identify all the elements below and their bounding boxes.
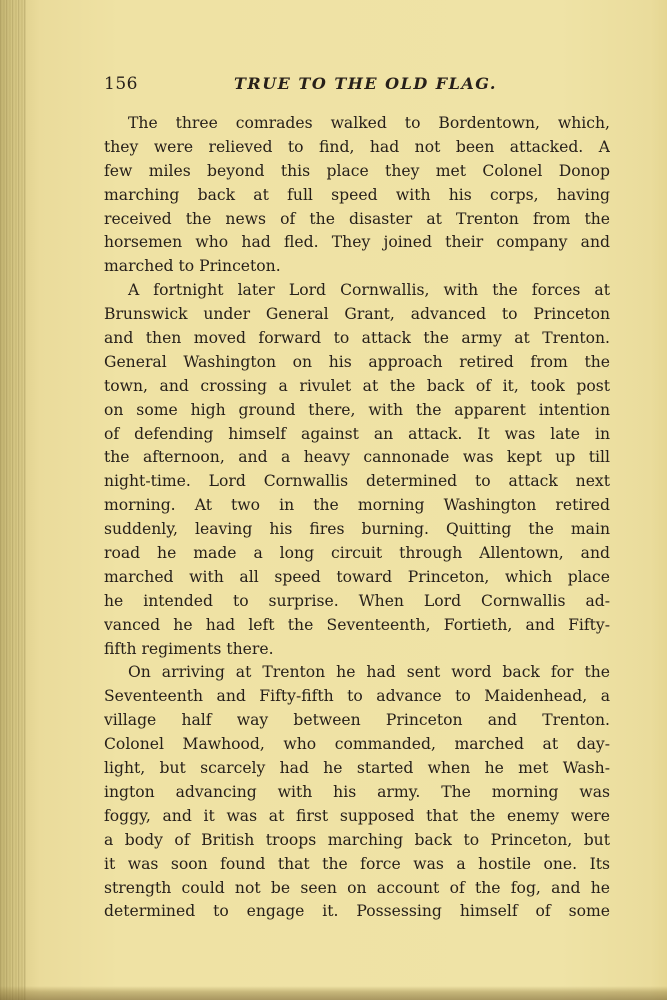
text-line: a body of British troops marching back to Princeton, but bbox=[104, 830, 610, 849]
text-line: town, and crossing a rivulet at the back of it, took post bbox=[104, 376, 610, 395]
text-line: The three comrades walked to Bordentown, which, bbox=[128, 114, 610, 132]
text-line: A fortnight later Lord Cornwallis, with the forces at bbox=[128, 281, 610, 300]
text-line: vanced he had left the Seventeenth, Fortieth, and Fifty- bbox=[104, 615, 610, 634]
text-line: Colonel Mawhood, who commanded, marched at day- bbox=[104, 735, 610, 754]
text-line: determined to engage it. Possessing himself of some bbox=[104, 902, 610, 921]
text-line: on some high ground there, with the apparent intention bbox=[104, 400, 610, 419]
text-line: foggy, and it was at first supposed that the enemy were bbox=[104, 806, 610, 825]
text-line: they were relieved to find, had not been attacked. A bbox=[104, 137, 610, 156]
text-line: night-time. Lord Cornwallis determined to attack next bbox=[104, 472, 610, 491]
text-line: he intended to surprise. When Lord Cornwallis ad- bbox=[104, 591, 610, 610]
text-line: ington advancing with his army. The morning was bbox=[104, 782, 610, 801]
text-line: the afternoon, and a heavy cannonade was kept up till bbox=[104, 448, 610, 467]
running-title: TRUE TO THE OLD FLAG. bbox=[234, 74, 497, 93]
text-line: horsemen who had fled. They joined their company and bbox=[104, 233, 610, 252]
text-line: few miles beyond this place they met Colonel Donop bbox=[104, 161, 610, 180]
text-line: fifth regiments there. bbox=[104, 639, 274, 658]
text-line: light, but scarcely had he started when he met Wash- bbox=[104, 759, 610, 778]
text-line: General Washington on his approach retired from the bbox=[104, 352, 610, 371]
text-line: and then moved forward to attack the army at Trenton. bbox=[104, 329, 610, 348]
text-line: marched to Princeton. bbox=[104, 257, 281, 276]
page-bottom-edge bbox=[0, 986, 667, 1000]
text-line: Brunswick under General Grant, advanced to Princeton bbox=[104, 305, 610, 324]
text-line: of defending himself against an attack. It was late in bbox=[104, 424, 610, 443]
text-line: morning. At two in the morning Washington retired bbox=[104, 496, 610, 515]
text-line: village half way between Princeton and Trenton. bbox=[104, 711, 610, 730]
text-line: it was soon found that the force was a hostile one. Its bbox=[104, 854, 610, 873]
page-number: 156 bbox=[104, 74, 138, 94]
running-header bbox=[104, 74, 610, 98]
text-line: marched with all speed toward Princeton, which place bbox=[104, 567, 610, 586]
text-line: marching back at full speed with his corps, having bbox=[104, 185, 610, 204]
body-text bbox=[104, 112, 610, 924]
book-spine-edge bbox=[0, 0, 26, 1000]
text-line: received the news of the disaster at Trenton from the bbox=[104, 209, 610, 228]
text-line: strength could not be seen on account of the fog, and he bbox=[104, 878, 610, 897]
text-line: Seventeenth and Fifty-fifth to advance to Maidenhead, a bbox=[104, 687, 610, 706]
text-line: suddenly, leaving his fires burning. Quitting the main bbox=[104, 520, 610, 539]
text-line: On arriving at Trenton he had sent word back for the bbox=[128, 663, 610, 682]
text-line: road he made a long circuit through Allentown, and bbox=[104, 544, 610, 563]
